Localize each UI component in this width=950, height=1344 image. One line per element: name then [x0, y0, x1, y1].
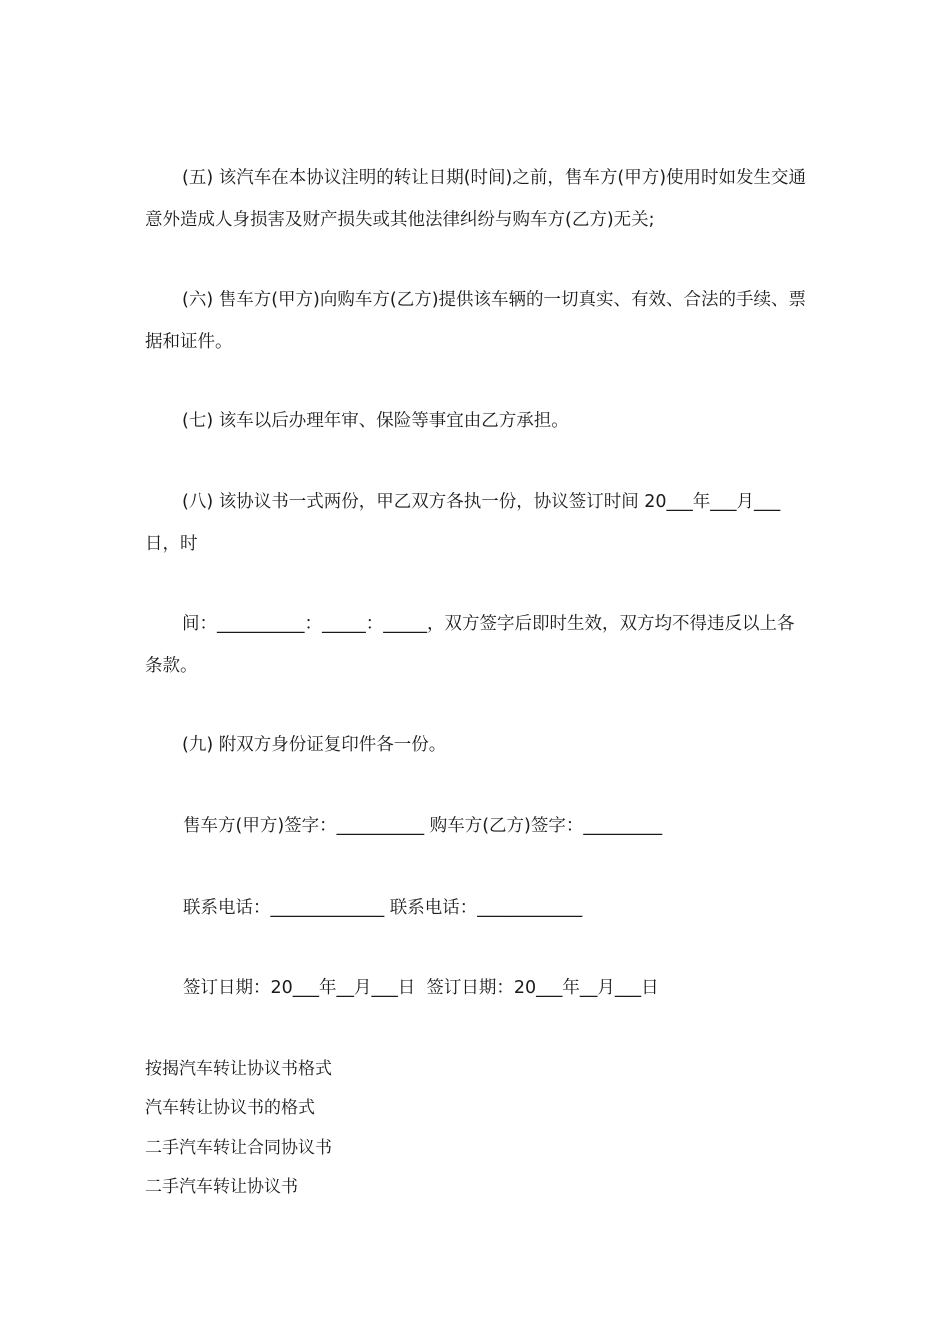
related-link-3[interactable]: 二手汽车转让合同协议书	[145, 1138, 332, 1158]
signature-line: 售车方(甲方)签字：__________ 购车方(乙方)签字：_________	[183, 816, 663, 836]
related-link-1[interactable]: 按揭汽车转让协议书格式	[145, 1059, 332, 1079]
clause-6: (六) 售车方(甲方)向购车方(乙方)提供该车辆的一切真实、有效、合法的手续、票据和证件。	[145, 290, 807, 352]
sign-date-line: 签订日期：20___年__月___日 签订日期：20___年__月___日	[183, 978, 659, 998]
related-link-2[interactable]: 汽车转让协议书的格式	[145, 1098, 315, 1118]
phone-line: 联系电话：_____________ 联系电话：____________	[183, 898, 583, 918]
related-link-4[interactable]: 二手汽车转让协议书	[145, 1177, 298, 1197]
clause-9: (九) 附双方身份证复印件各一份。	[182, 735, 447, 755]
clause-8: (八) 该协议书一式两份，甲乙双方各执一份，协议签订时间 20___年___月___日，时	[145, 492, 781, 554]
clause-7: (七) 该车以后办理年审、保险等事宜由乙方承担。	[182, 411, 569, 431]
clause-8-time: 间：__________：_____：_____，双方签字后即时生效，双方均不得违反以上各条款。	[145, 614, 795, 676]
clause-5: (五) 该汽车在本协议注明的转让日期(时间)之前，售车方(甲方)使用时如发生交通意外造成人身损害及财产损失或其他法律纠纷与购车方(乙方)无关;	[145, 168, 807, 230]
